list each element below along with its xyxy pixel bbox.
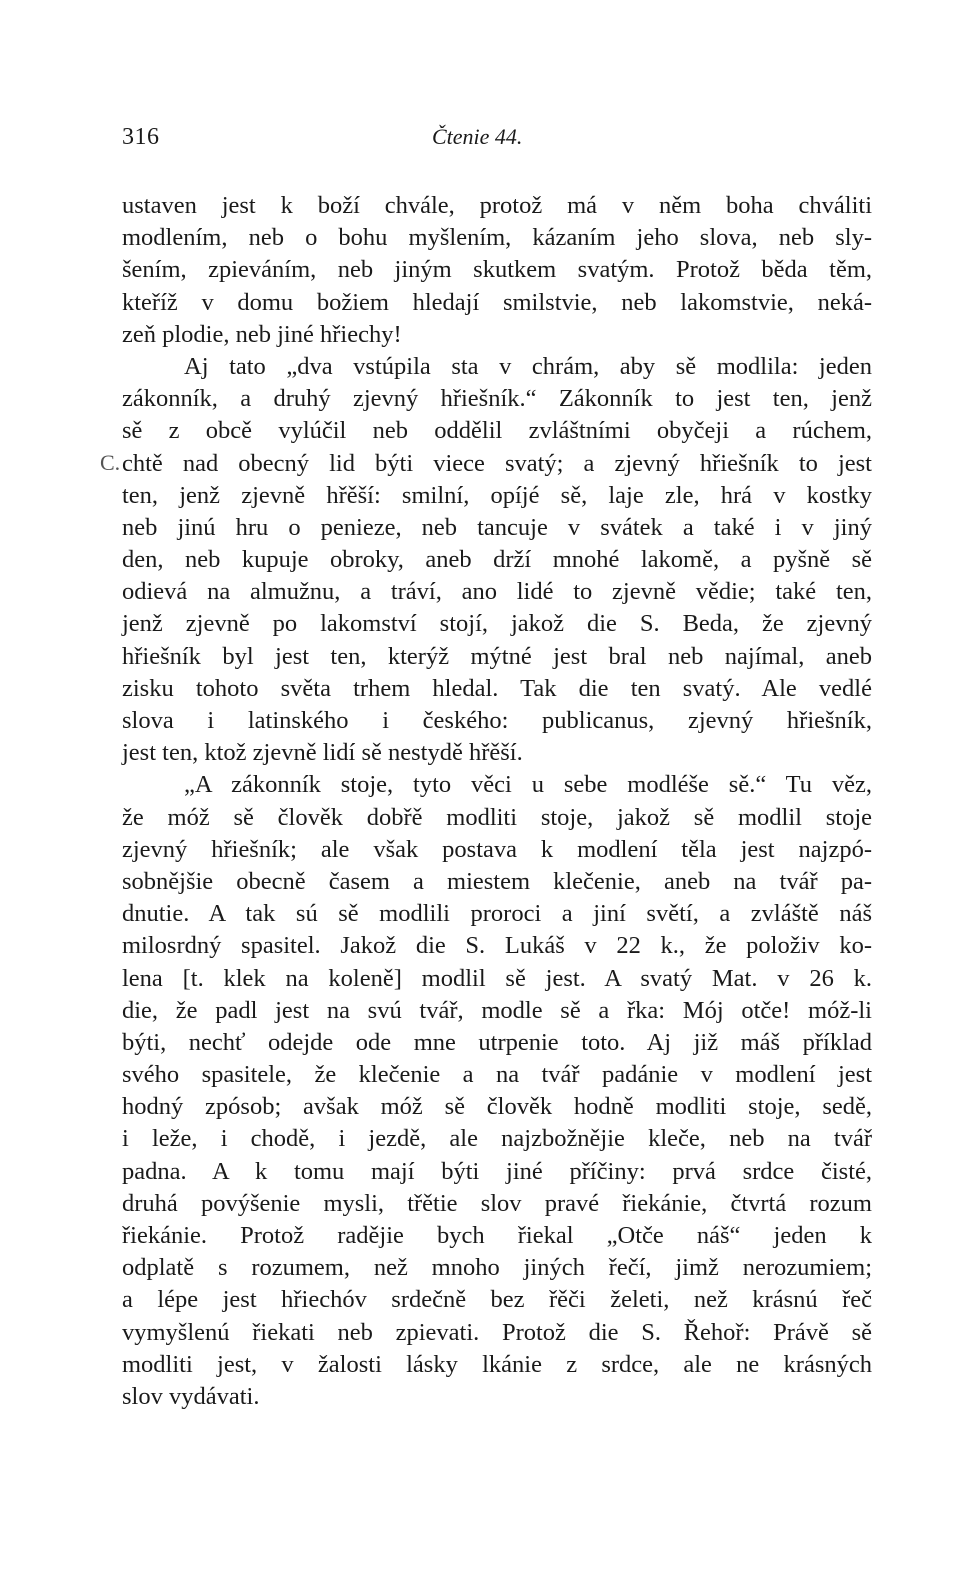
text-line: chtě nad obecný lid býti viece svatý; a zjevný hřiešník to jest	[122, 449, 872, 477]
text-line: zjevný hřiešník; ale však postava k modlení těla jest najzpó-	[122, 835, 872, 863]
text-line: padna. A k tomu mají býti jiné příčiny: prvá srdce čisté,	[122, 1157, 872, 1185]
text-line: a lépe jest hřiechóv srdečně bez řěči želeti, než krásnú řeč	[122, 1286, 872, 1314]
text-line: odplatě s rozumem, než mnoho jiných řečí, jimž nerozumiem;	[122, 1254, 872, 1282]
text-line: lena [t. klek na koleně] modlil sě jest. A svatý Mat. v 26 k.	[122, 964, 872, 992]
text-line: neb jinú hru o penieze, neb tancuje v svátek a také i v jiný	[122, 513, 872, 541]
text-line: řiekánie. Protož radějie bych řiekal „Otče náš“ jeden k	[122, 1222, 872, 1249]
text-line: hodný zpósob; avšak móž sě člověk hodně modliti stoje, sedě,	[122, 1093, 872, 1121]
page-number: 316	[122, 124, 160, 150]
text-line: Aj tato „dva vstúpila sta v chrám, aby sě modlila: jeden	[184, 352, 872, 380]
text-line: „A zákonník stoje, tyto věci u sebe modléše sě.“ Tu věz,	[184, 771, 872, 799]
text-line: druhá povýšenie mysli, třětie slov pravé řiekánie, čtvrtá rozum	[122, 1189, 872, 1217]
text-line: hřiešník byl jest ten, kterýž mýtné jest bral neb najímal, aneb	[122, 642, 872, 670]
text-line: die, že padl jest na svú tvář, modle sě a řka: Mój otče! móž-li	[122, 996, 872, 1024]
text-line: šením, zpieváním, neb jiným skutkem svatým. Protož běda těm,	[122, 256, 872, 284]
text-line: sobnějšie obecně časem a miestem klečenie, aneb na tvář pa-	[122, 867, 872, 895]
text-line: slova i latinského i českého: publicanus, zjevný hřiešník,	[122, 707, 872, 734]
running-head: Čtenie 44.	[432, 124, 523, 149]
text-line: jest ten, ktož zjevně lidí sě nestydě hřěší.	[122, 739, 523, 767]
text-line: den, neb kupuje obroky, aneb drží mnohé lakomě, a pyšně sě	[122, 546, 872, 574]
text-line: vymyšlenú řiekati neb zpievati. Protož die S. Řehoř: Právě sě	[122, 1318, 872, 1346]
text-line: kteříž v domu božiem hledají smilstvie, neb lakomstvie, neká-	[122, 288, 872, 316]
text-line: zeň plodie, neb jiné hřiechy!	[122, 320, 402, 348]
text-line: dnutie. A tak sú sě modlili proroci a jiní světí, a zvláště náš	[122, 900, 872, 928]
text-line: jenž zjevně po lakomství stojí, jakož die S. Beda, že zjevný	[122, 610, 872, 638]
text-line: modliti jest, v žalosti lásky lkánie z srdce, ale ne krásných	[122, 1350, 872, 1378]
text-line: milosrdný spasitel. Jakož die S. Lukáš v 22 k., že položiv ko-	[122, 932, 872, 960]
text-line: modlením, neb o bohu myšlením, kázaním jeho slova, neb sly-	[122, 224, 872, 252]
text-line: že móž sě člověk dobřě modliti stoje, jakož sě modlil stoje	[122, 803, 872, 831]
text-line: zákonník, a druhý zjevný hřiešník.“ Zákonník to jest ten, jenž	[122, 385, 872, 413]
text-line: slov vydávati.	[122, 1382, 260, 1410]
text-line: i leže, i chodě, i jezdě, ale najzbožnějie kleče, neb na tvář	[122, 1125, 872, 1153]
margin-note: C.	[100, 450, 121, 475]
text-line: ustaven jest k boží chvále, protož má v něm boha chváliti	[122, 192, 872, 219]
text-line: ten, jenž zjevně hřěší: smilní, opíjé sě, laje zle, hrá v kostky	[122, 481, 872, 509]
text-line: odievá na almužnu, a tráví, ano lidé to zjevně vědie; také ten,	[122, 578, 872, 606]
body-text	[122, 190, 872, 1413]
text-line: zisku tohoto světa trhem hledal. Tak die ten svatý. Ale vedlé	[122, 674, 872, 702]
text-line: býti, nechť odejde ode mne utrpenie toto. Aj již máš příklad	[122, 1028, 872, 1056]
text-line: sě z obcě vylúčil neb oddělil zvláštními obyčeji a rúchem,	[122, 417, 872, 445]
text-line: svého spasitele, že klečenie a na tvář padánie v modlení jest	[122, 1061, 872, 1089]
